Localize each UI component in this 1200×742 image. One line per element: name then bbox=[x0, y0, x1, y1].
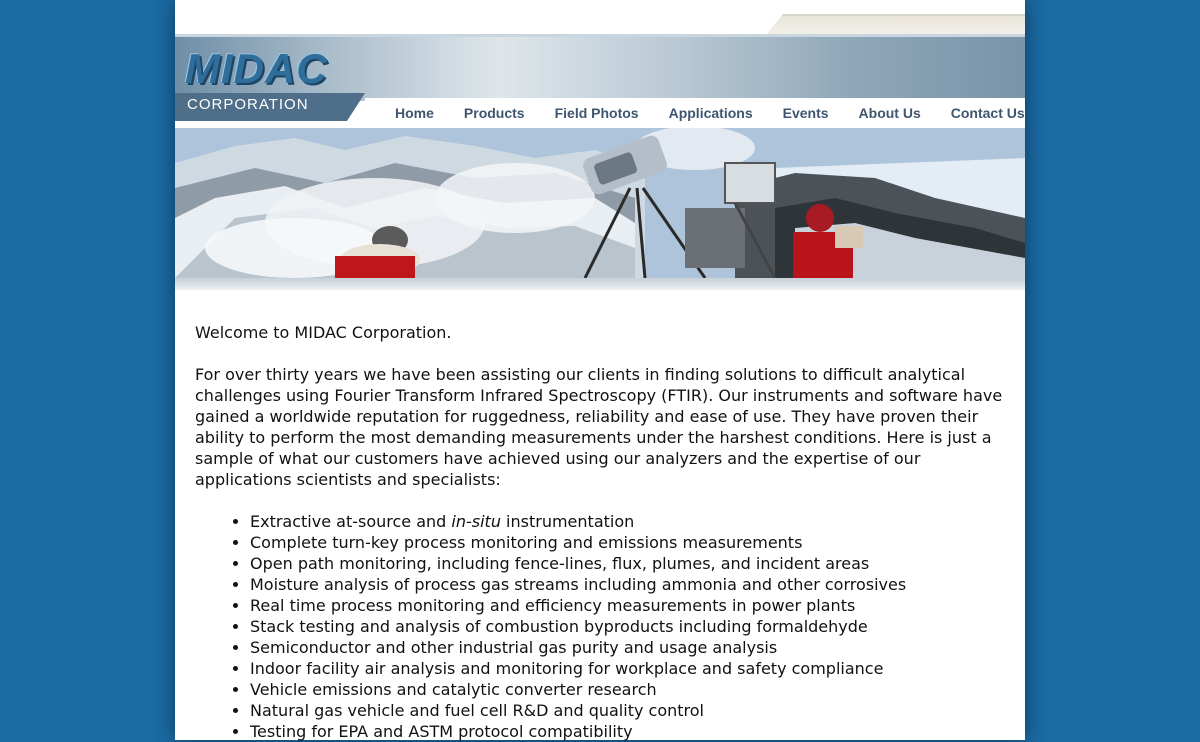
list-item: • Open path monitoring, including fence-lines, flux, plumes, and incident areas bbox=[250, 553, 1005, 574]
list-item: • Testing for EPA and ASTM protocol compatibility bbox=[250, 721, 1005, 742]
banner-shadow bbox=[175, 278, 1025, 290]
list-item bbox=[250, 511, 1005, 532]
volcano-field-measurement-photo bbox=[175, 128, 1025, 278]
list-item: • Real time process monitoring and efficiency measurements in power plants bbox=[250, 595, 1005, 616]
list-item-text: instrumentation bbox=[500, 512, 635, 531]
intro-paragraph: For over thirty years we have been assisting our clients in finding solutions to difficult analytical challenges using Fourier Transform Infrared Spectroscopy (FTIR). Our instruments and software have gained a worldwide reputation for ruggedness, reliability and ease of use. They have proven their ability to perform the most demanding measurements under the harshest conditions. Here is just a sample of what our customers have achieved using our analyzers and the expertise of our applications scientists and specialists: bbox=[195, 365, 1003, 489]
nav-events[interactable]: Events bbox=[782, 105, 829, 121]
main-content bbox=[195, 322, 1005, 742]
list-item: • Complete turn-key process monitoring and emissions measurements bbox=[250, 532, 1005, 553]
list-item: • Semiconductor and other industrial gas purity and usage analysis bbox=[250, 637, 1005, 658]
page-container bbox=[175, 0, 1025, 740]
logo-midac[interactable]: MIDAC bbox=[185, 45, 328, 92]
list-item: • Stack testing and analysis of combustion byproducts including formaldehyde bbox=[250, 616, 1005, 637]
capabilities-list bbox=[195, 511, 1005, 742]
top-decorative-tab bbox=[765, 14, 1025, 36]
welcome-text: Welcome to MIDAC Corporation. bbox=[195, 323, 452, 342]
nav-field-photos[interactable]: Field Photos bbox=[554, 105, 639, 121]
nav-applications[interactable]: Applications bbox=[668, 105, 753, 121]
logo-corporation-text: CORPORATION bbox=[187, 96, 309, 113]
list-item: • Indoor facility air analysis and monitoring for workplace and safety compliance bbox=[250, 658, 1005, 679]
list-item-emphasis: in-situ bbox=[451, 512, 501, 531]
nav-about-us[interactable]: About Us bbox=[858, 105, 921, 121]
list-item: • Vehicle emissions and catalytic converter research bbox=[250, 679, 1005, 700]
top-strip bbox=[175, 0, 1025, 34]
list-item-text: Extractive at-source and bbox=[250, 512, 452, 531]
nav-home[interactable]: Home bbox=[395, 105, 434, 121]
main-nav bbox=[365, 98, 1025, 128]
banner-photo bbox=[175, 128, 1025, 278]
nav-products[interactable]: Products bbox=[463, 105, 525, 121]
nav-contact-us[interactable]: Contact Us bbox=[950, 105, 1025, 121]
list-item: • Natural gas vehicle and fuel cell R&D and quality control bbox=[250, 700, 1005, 721]
list-item: • Moisture analysis of process gas streams including ammonia and other corrosives bbox=[250, 574, 1005, 595]
